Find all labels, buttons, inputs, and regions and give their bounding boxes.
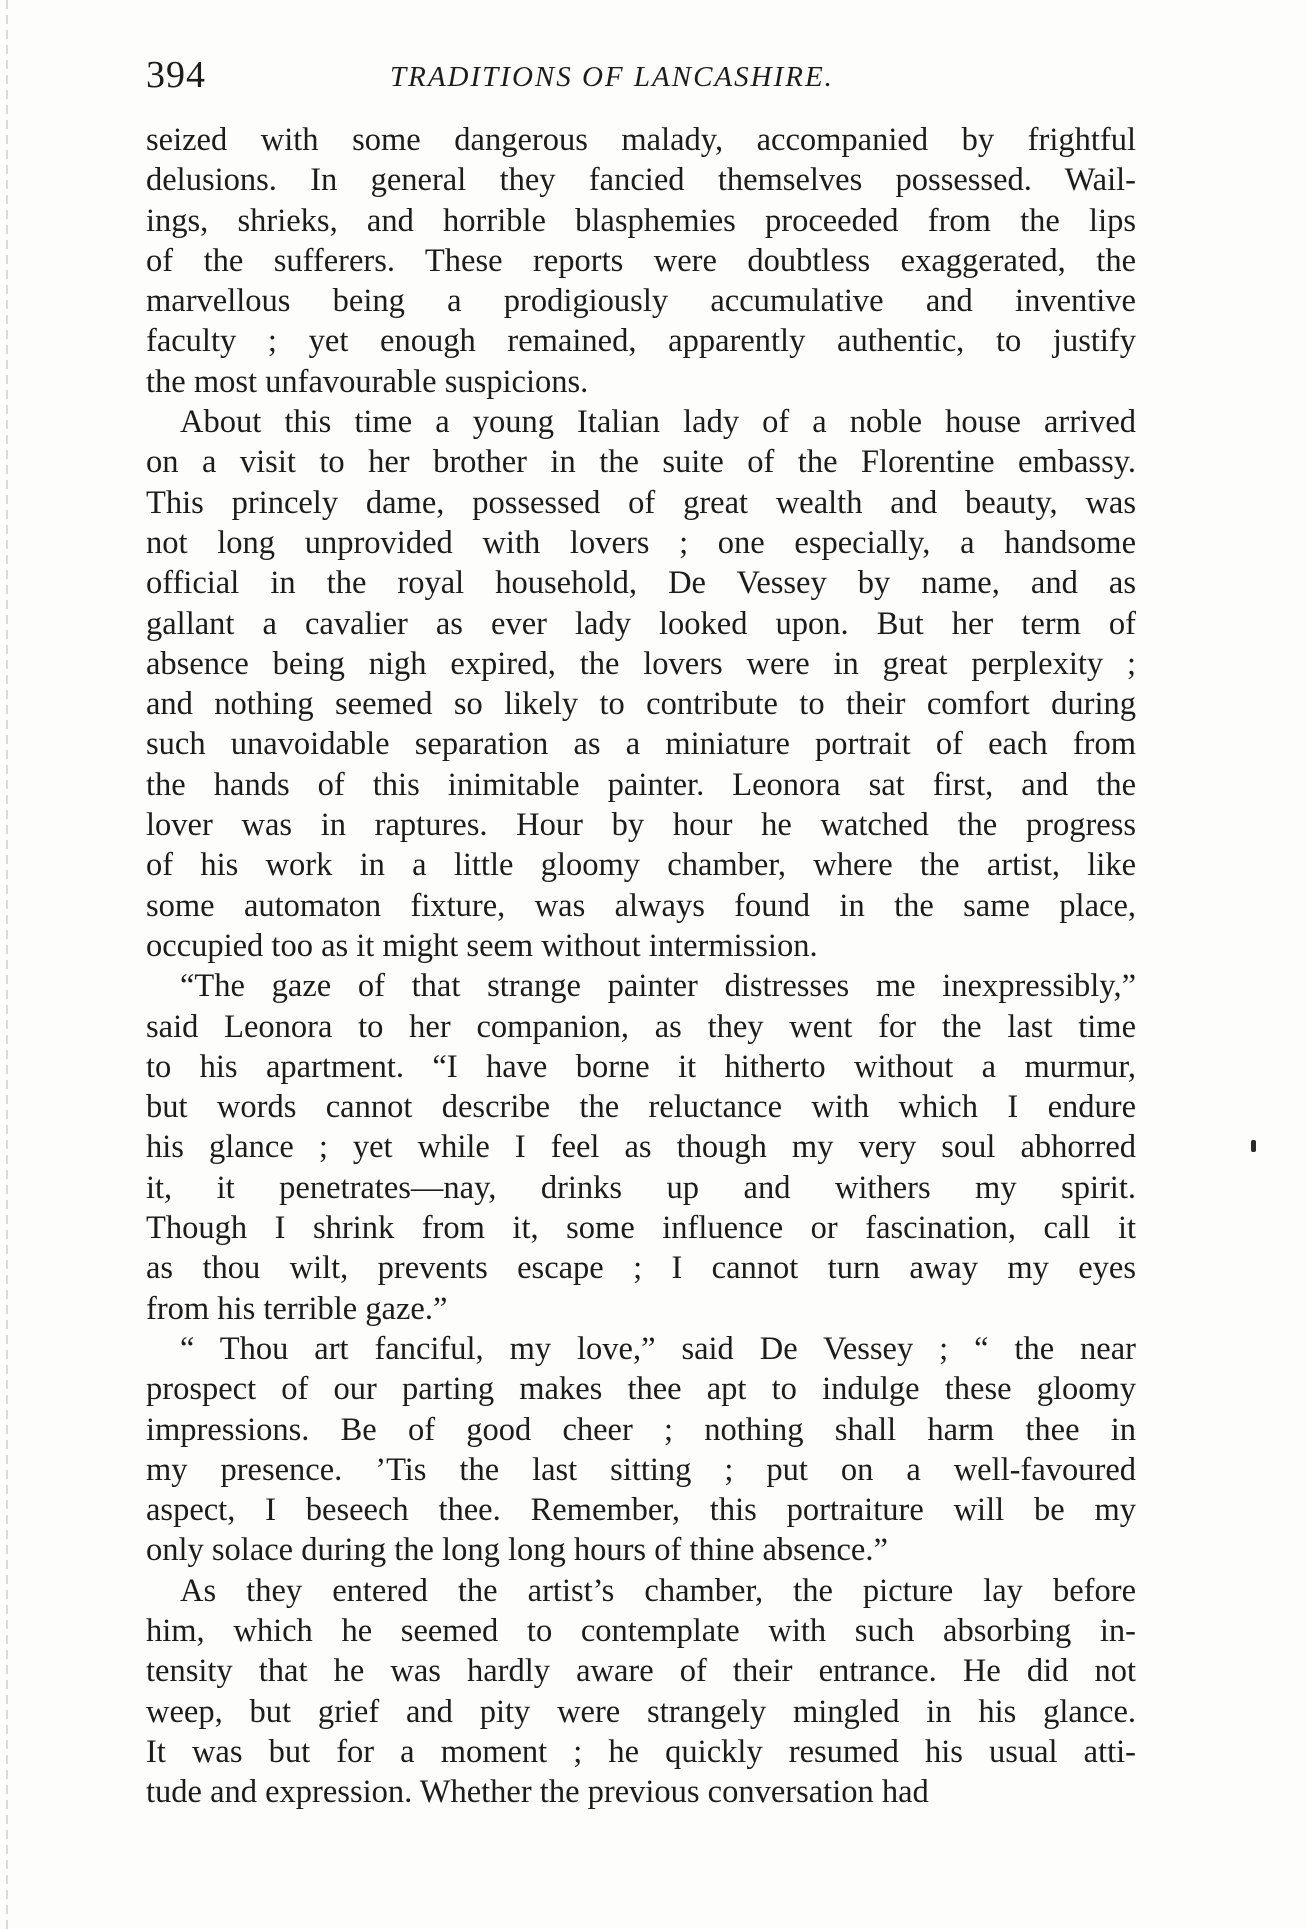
text-line: As they entered the artist’s chamber, the picture lay before — [180, 1572, 1136, 1609]
text-line: About this time a young Italian lady of a noble house arrived — [180, 404, 1136, 441]
text-line: such unavoidable separation as a miniature portrait of each from — [146, 726, 1136, 763]
text-line: and nothing seemed so likely to contribute to their comfort during — [146, 686, 1136, 723]
text-line: official in the royal household, De Vessey by name, and as — [146, 565, 1136, 602]
page-header — [146, 50, 1146, 100]
text-line: marvellous being a prodigiously accumulative and inventive — [146, 283, 1136, 320]
text-line: from his terrible gaze.” — [146, 1290, 448, 1327]
text-line: “The gaze of that strange painter distresses me inexpressibly,” — [180, 968, 1136, 1005]
text-line: only solace during the long long hours of thine absence.” — [146, 1532, 888, 1569]
text-line: some automaton fixture, was always found in the same place, — [146, 887, 1136, 924]
text-line: weep, but grief and pity were strangely mingled in his glance. — [146, 1693, 1136, 1730]
text-line: on a visit to her brother in the suite of the Florentine embassy. — [146, 444, 1136, 481]
text-line: not long unprovided with lovers ; one especially, a handsome — [146, 524, 1136, 561]
text-line: ings, shrieks, and horrible blasphemies proceeded from the lips — [146, 202, 1136, 239]
text-line: him, which he seemed to contemplate with such absorbing in- — [146, 1612, 1136, 1649]
text-line: prospect of our parting makes thee apt to indulge these gloomy — [146, 1371, 1136, 1408]
text-line: of the sufferers. These reports were doubtless exaggerated, the — [146, 242, 1136, 279]
paragraph-p1 — [146, 120, 1136, 402]
text-line: but words cannot describe the reluctance with which I endure — [146, 1089, 1136, 1126]
text-line: This princely dame, possessed of great wealth and beauty, was — [146, 484, 1136, 521]
text-line: said Leonora to her companion, as they went for the last time — [146, 1008, 1136, 1045]
text-line: “ Thou art fanciful, my love,” said De Vessey ; “ the near — [180, 1330, 1136, 1367]
text-line: gallant a cavalier as ever lady looked upon. But her term of — [146, 605, 1136, 642]
body-text — [146, 120, 1136, 1812]
text-line: of his work in a little gloomy chamber, where the artist, like — [146, 847, 1136, 884]
paragraph-p4 — [146, 1329, 1136, 1571]
text-line: aspect, I beseech thee. Remember, this portraiture will be my — [146, 1492, 1136, 1529]
text-line: Though I shrink from it, some influence or fascination, call it — [146, 1210, 1136, 1247]
page-number: 394 — [146, 54, 206, 96]
text-line: his glance ; yet while I feel as though my very soul abhorred — [146, 1129, 1136, 1166]
text-line: the hands of this inimitable painter. Leonora sat first, and the — [146, 766, 1136, 803]
text-line: seized with some dangerous malady, accompanied by frightful — [146, 122, 1136, 158]
paragraph-p3 — [146, 966, 1136, 1329]
paragraph-p5 — [146, 1571, 1136, 1813]
text-line: delusions. In general they fancied themselves possessed. Wail- — [146, 162, 1136, 199]
text-line: faculty ; yet enough remained, apparently authentic, to justify — [146, 323, 1136, 360]
text-line: lover was in raptures. Hour by hour he watched the progress — [146, 807, 1136, 844]
text-line: it, it penetrates—nay, drinks up and withers my spirit. — [146, 1169, 1136, 1206]
text-line: tensity that he was hardly aware of their entrance. He did not — [146, 1653, 1136, 1690]
running-head: TRADITIONS OF LANCASHIRE. — [390, 61, 834, 93]
text-line: impressions. Be of good cheer ; nothing shall harm thee in — [146, 1411, 1136, 1448]
text-line: my presence. ’Tis the last sitting ; put on a well-favoured — [146, 1451, 1136, 1488]
paragraph-p2 — [146, 402, 1136, 966]
binding-edge — [6, 0, 8, 1929]
ink-speck — [1251, 1140, 1256, 1152]
text-line: It was but for a moment ; he quickly resumed his usual atti- — [146, 1733, 1136, 1770]
text-line: absence being nigh expired, the lovers were in great perplexity ; — [146, 645, 1136, 682]
text-line: as thou wilt, prevents escape ; I cannot turn away my eyes — [146, 1250, 1136, 1287]
text-line: the most unfavourable suspicions. — [146, 363, 589, 400]
text-line: tude and expression. Whether the previous conversation had — [146, 1774, 929, 1811]
text-line: occupied too as it might seem without intermission. — [146, 927, 818, 964]
text-line: to his apartment. “I have borne it hitherto without a murmur, — [146, 1048, 1136, 1085]
